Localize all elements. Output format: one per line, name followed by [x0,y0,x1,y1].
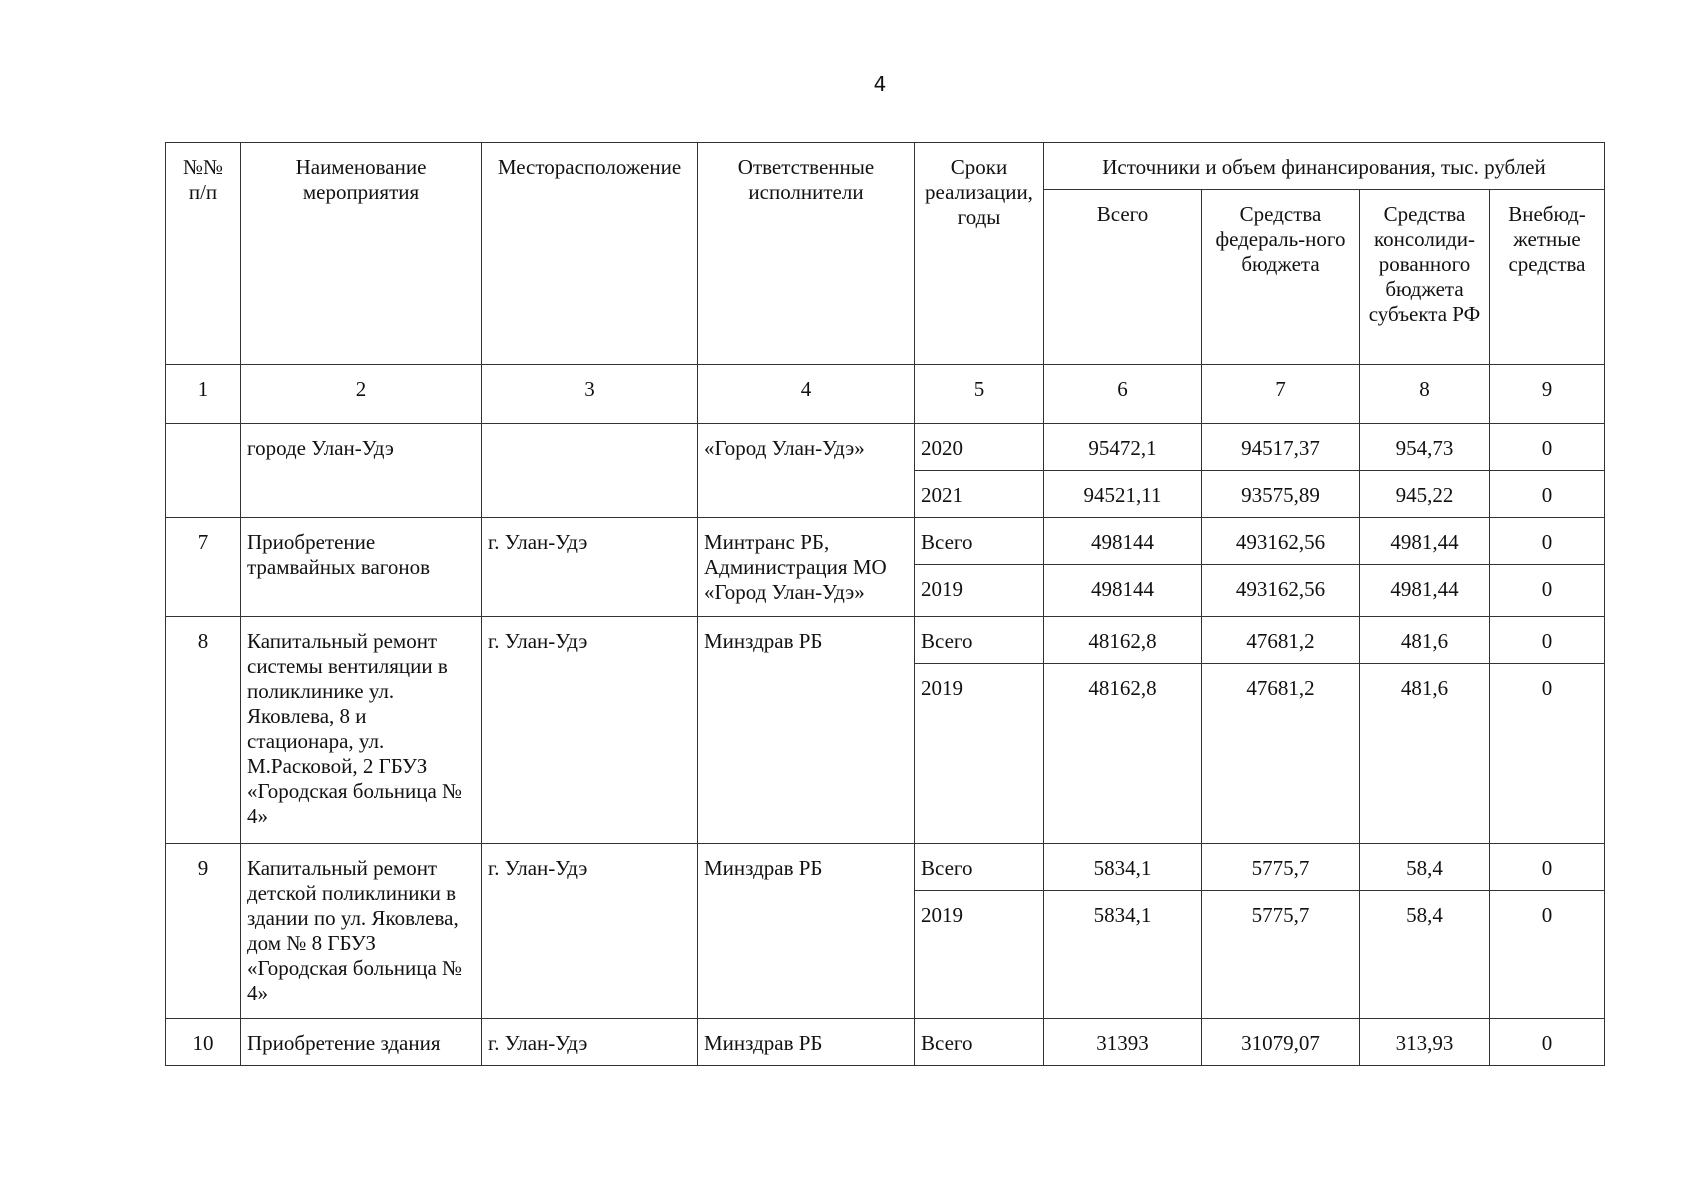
header-offbudget: Внебюд-жетные средства [1490,190,1605,365]
item-regional: 58,4 [1360,844,1490,891]
table-row [166,844,1605,891]
col-number: 9 [1490,365,1605,424]
item-federal: 94517,37 [1202,424,1360,471]
item-name: Капитальный ремонт детской поликлиники в здании по ул. Яковлева, дом № 8 ГБУЗ «Городская больница № 4» [241,844,482,1019]
col-number: 7 [1202,365,1360,424]
item-regional: 945,22 [1360,471,1490,518]
item-total: 94521,11 [1044,471,1202,518]
item-regional: 954,73 [1360,424,1490,471]
col-number: 1 [166,365,241,424]
item-regional: 4981,44 [1360,518,1490,565]
item-total: 498144 [1044,518,1202,565]
item-num: 7 [166,518,241,617]
item-location: г. Улан-Удэ [482,518,698,617]
item-federal: 31079,07 [1202,1019,1360,1066]
item-federal: 5775,7 [1202,844,1360,891]
col-number: 3 [482,365,698,424]
item-executors: Минздрав РБ [698,1019,915,1066]
financing-table [165,142,1605,1066]
item-year: Всего [915,518,1044,565]
item-regional: 481,6 [1360,617,1490,664]
item-offbudget: 0 [1490,471,1605,518]
header-regional: Средства консолиди-рованного бюджета субъекта РФ [1360,190,1490,365]
item-num: 10 [166,1019,241,1066]
item-name: Приобретение здания [241,1019,482,1066]
header-terms: Сроки реализации, годы [915,143,1044,365]
header-executors: Ответственные исполнители [698,143,915,365]
page-number: 4 [873,72,887,96]
item-regional: 481,6 [1360,664,1490,844]
item-federal: 47681,2 [1202,664,1360,844]
item-executors: Минздрав РБ [698,617,915,844]
header-name: Наименование мероприятия [241,143,482,365]
item-federal: 47681,2 [1202,617,1360,664]
item-federal: 493162,56 [1202,518,1360,565]
item-offbudget: 0 [1490,565,1605,617]
item-federal: 93575,89 [1202,471,1360,518]
header-total: Всего [1044,190,1202,365]
table-row [166,617,1605,664]
item-year: 2019 [915,565,1044,617]
item-regional: 313,93 [1360,1019,1490,1066]
col-number: 4 [698,365,915,424]
item-num: 9 [166,844,241,1019]
item-location: г. Улан-Удэ [482,1019,698,1066]
item-year: Всего [915,844,1044,891]
item-year: Всего [915,1019,1044,1066]
item-total: 95472,1 [1044,424,1202,471]
item-offbudget: 0 [1490,844,1605,891]
item-num [166,424,241,518]
table-row [166,1019,1605,1066]
table-row [166,424,1605,471]
item-offbudget: 0 [1490,891,1605,1019]
item-federal: 5775,7 [1202,891,1360,1019]
table-row [166,518,1605,565]
item-name: городе Улан-Удэ [241,424,482,518]
header-federal: Средства федераль-ного бюджета [1202,190,1360,365]
column-numbers-row [166,365,1605,424]
item-offbudget: 0 [1490,664,1605,844]
header-num: №№ п/п [166,143,241,365]
col-number: 5 [915,365,1044,424]
col-number: 2 [241,365,482,424]
header-sources: Источники и объем финансирования, тыс. рублей [1044,143,1605,190]
item-federal: 493162,56 [1202,565,1360,617]
item-year: 2021 [915,471,1044,518]
item-year: 2020 [915,424,1044,471]
item-name: Приобретение трамвайных вагонов [241,518,482,617]
item-num: 8 [166,617,241,844]
item-executors: Минздрав РБ [698,844,915,1019]
item-regional: 58,4 [1360,891,1490,1019]
item-location: г. Улан-Удэ [482,617,698,844]
item-offbudget: 0 [1490,1019,1605,1066]
col-number: 6 [1044,365,1202,424]
item-total: 5834,1 [1044,844,1202,891]
item-offbudget: 0 [1490,617,1605,664]
header-location: Месторасположение [482,143,698,365]
item-total: 498144 [1044,565,1202,617]
col-number: 8 [1360,365,1490,424]
item-location: г. Улан-Удэ [482,844,698,1019]
item-year: Всего [915,617,1044,664]
item-regional: 4981,44 [1360,565,1490,617]
item-total: 31393 [1044,1019,1202,1066]
item-year: 2019 [915,664,1044,844]
item-offbudget: 0 [1490,424,1605,471]
item-offbudget: 0 [1490,518,1605,565]
item-executors: «Город Улан-Удэ» [698,424,915,518]
item-year: 2019 [915,891,1044,1019]
item-executors: Минтранс РБ, Администрация МО «Город Улан-Удэ» [698,518,915,617]
item-total: 5834,1 [1044,891,1202,1019]
item-name: Капитальный ремонт системы вентиляции в поликлинике ул. Яковлева, 8 и стационара, ул. М.Расковой, 2 ГБУЗ «Городская больница № 4» [241,617,482,844]
item-location [482,424,698,518]
item-total: 48162,8 [1044,664,1202,844]
item-total: 48162,8 [1044,617,1202,664]
